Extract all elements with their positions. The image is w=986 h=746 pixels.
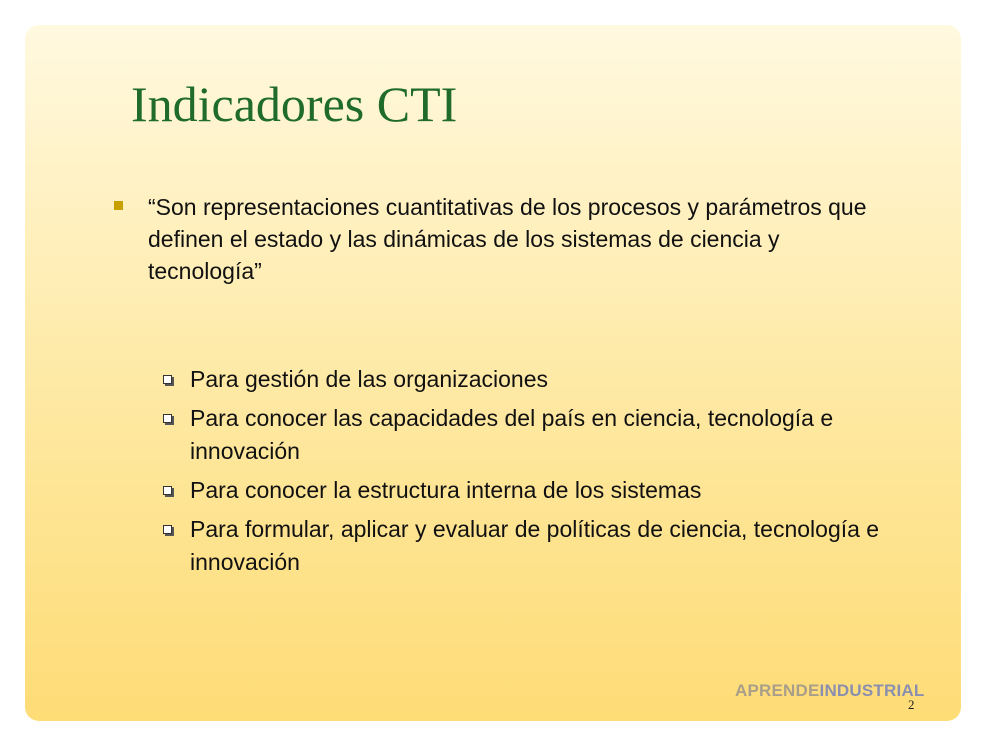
logo-part-industrial: INDUSTRIAL (819, 681, 925, 700)
list-item (161, 363, 941, 396)
hollow-square-bullet-icon (163, 414, 172, 423)
watermark-logo (735, 681, 924, 701)
square-bullet-icon (114, 201, 126, 213)
hollow-square-bullet-icon (163, 375, 172, 384)
list-item-text: Para conocer las capacidades del país en ciencia, tecnología e innovación (190, 405, 834, 464)
list-item-text: Para formular, aplicar y evaluar de políticas de ciencia, tecnología e innovación (190, 516, 880, 575)
list-item (161, 513, 941, 579)
page-number: 2 (908, 697, 915, 712)
hollow-square-bullet-icon (163, 525, 172, 534)
sub-bullet-list (161, 363, 941, 585)
list-item (161, 474, 941, 507)
list-item-text: Para gestión de las organizaciones (190, 366, 549, 392)
hollow-square-bullet-icon (163, 486, 172, 495)
logo-part-aprende: APRENDE (735, 681, 820, 700)
list-item (161, 402, 941, 468)
slide-title: Indicadores CTI (131, 76, 458, 132)
list-item-text: Para conocer la estructura interna de los sistemas (190, 477, 702, 503)
slide (25, 25, 961, 721)
definition-quote: “Son representaciones cuantitativas de los procesos y parámetros que definen el estado y las dinámicas de los sistemas de ciencia y tecnología” (148, 194, 867, 284)
